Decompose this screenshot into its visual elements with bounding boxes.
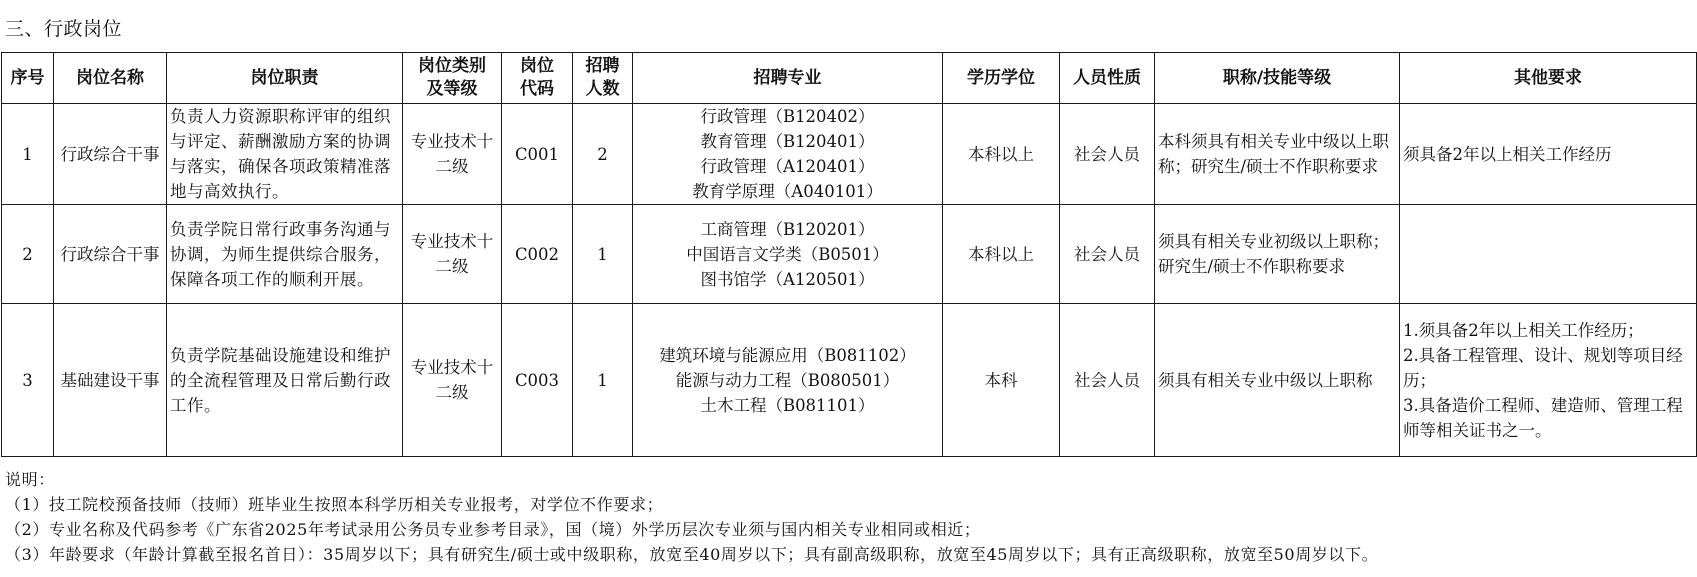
cell-majors — [633, 304, 943, 457]
cell-duty: 负责学院日常行政事务沟通与协调，为师生提供综合服务，保障各项工作的顺利开展。 — [167, 205, 403, 304]
header-code — [502, 53, 573, 104]
header-seq: 序号 — [2, 53, 54, 104]
other-item: 3.具备造价工程师、建造师、管理工程师等相关证书之一。 — [1403, 395, 1683, 440]
note-item: （1）技工院校预备技师（技师）班毕业生按照本科学历相关专业报考，对学位不作要求； — [5, 495, 664, 514]
cell-post-name: 基础建设干事 — [54, 304, 167, 457]
table-header-row — [2, 53, 1697, 104]
cell-count: 2 — [573, 104, 633, 205]
cell-duty: 负责学院基础设施建设和维护的全流程管理及日常后勤行政工作。 — [167, 304, 403, 457]
major-item: 工商管理（B120201） — [700, 219, 875, 239]
header-count-line: 人数 — [585, 79, 620, 99]
notes-heading: 说明： — [5, 470, 55, 489]
header-title-level: 职称/技能等级 — [1155, 53, 1400, 104]
major-item: 建筑环境与能源应用（B081102） — [659, 345, 916, 365]
major-item: 教育学原理（A040101） — [692, 182, 883, 201]
major-item: 中国语言文学类（B0501） — [686, 244, 889, 264]
header-post-name: 岗位名称 — [54, 53, 167, 104]
header-code-line: 代码 — [520, 79, 554, 99]
cell-count: 1 — [573, 304, 633, 457]
header-count — [573, 53, 633, 104]
cell-personnel: 社会人员 — [1060, 304, 1155, 457]
header-other: 其他要求 — [1400, 53, 1697, 104]
cell-other — [1400, 304, 1697, 457]
note-item: （3）年龄要求（年龄计算截至报名首日）：35周岁以下；具有研究生/硕士或中级职称，放宽至40周岁以下；具有副高级职称，放宽至45周岁以下；具有正高级职称，放宽至50周岁以下。 — [5, 545, 1379, 564]
cell-title-level: 本科须具有相关专业中级以上职称；研究生/硕士不作职称要求 — [1155, 104, 1400, 205]
table-row — [2, 205, 1697, 304]
section-title: 三、行政岗位 — [5, 18, 123, 40]
major-item: 能源与动力工程（B080501） — [675, 370, 900, 390]
cell-count: 1 — [573, 205, 633, 304]
cell-post-name: 行政综合干事 — [54, 205, 167, 304]
major-item: 行政管理（A120401） — [700, 157, 875, 176]
other-item: 2.具备工程管理、设计、规划等项目经历； — [1403, 345, 1683, 390]
major-item: 教育管理（B120401） — [700, 132, 875, 151]
cell-other — [1400, 205, 1697, 304]
cell-personnel: 社会人员 — [1060, 104, 1155, 205]
cell-education: 本科以上 — [943, 205, 1060, 304]
header-code-line: 岗位 — [520, 56, 554, 76]
other-item: 须具备2年以上相关工作经历 — [1403, 144, 1612, 164]
cell-duty: 负责人力资源职称评审的组织与评定、薪酬激励方案的协调与落实，确保各项政策精准落地与高效执行。 — [167, 104, 403, 205]
cell-code: C001 — [502, 104, 573, 205]
header-category — [403, 53, 502, 104]
header-education: 学历学位 — [943, 53, 1060, 104]
header-category-line: 岗位类别 — [418, 56, 486, 76]
header-category-line: 及等级 — [426, 79, 478, 99]
cell-majors — [633, 205, 943, 304]
cell-seq: 2 — [2, 205, 54, 304]
cell-code: C002 — [502, 205, 573, 304]
other-item: 1.须具备2年以上相关工作经历； — [1403, 320, 1644, 340]
cell-other — [1400, 104, 1697, 205]
cell-category: 专业技术十二级 — [403, 304, 502, 457]
header-personnel: 人员性质 — [1060, 53, 1155, 104]
header-duty: 岗位职责 — [167, 53, 403, 104]
major-item: 图书馆学（A120501） — [700, 269, 875, 289]
table-row — [2, 304, 1697, 457]
cell-seq: 3 — [2, 304, 54, 457]
cell-category: 专业技术十二级 — [403, 205, 502, 304]
cell-code: C003 — [502, 304, 573, 457]
major-item: 行政管理（B120402） — [700, 107, 875, 126]
note-item: （2）专业名称及代码参考《广东省2025年考试录用公务员专业参考目录》，国（境）外学历层次专业须与国内相关专业相同或相近； — [5, 520, 981, 539]
table-row — [2, 104, 1697, 205]
cell-post-name: 行政综合干事 — [54, 104, 167, 205]
cell-title-level: 须具有相关专业中级以上职称 — [1155, 304, 1400, 457]
notes-block — [5, 467, 1378, 567]
cell-education: 本科以上 — [943, 104, 1060, 205]
cell-category: 专业技术十二级 — [403, 104, 502, 205]
header-count-line: 招聘 — [585, 56, 620, 76]
header-majors: 招聘专业 — [633, 53, 943, 104]
cell-personnel: 社会人员 — [1060, 205, 1155, 304]
major-item: 土木工程（B081101） — [700, 395, 875, 415]
cell-title-level: 须具有相关专业初级以上职称；研究生/硕士不作职称要求 — [1155, 205, 1400, 304]
cell-majors — [633, 104, 943, 205]
admin-posts-table — [1, 52, 1697, 457]
cell-education: 本科 — [943, 304, 1060, 457]
cell-seq: 1 — [2, 104, 54, 205]
